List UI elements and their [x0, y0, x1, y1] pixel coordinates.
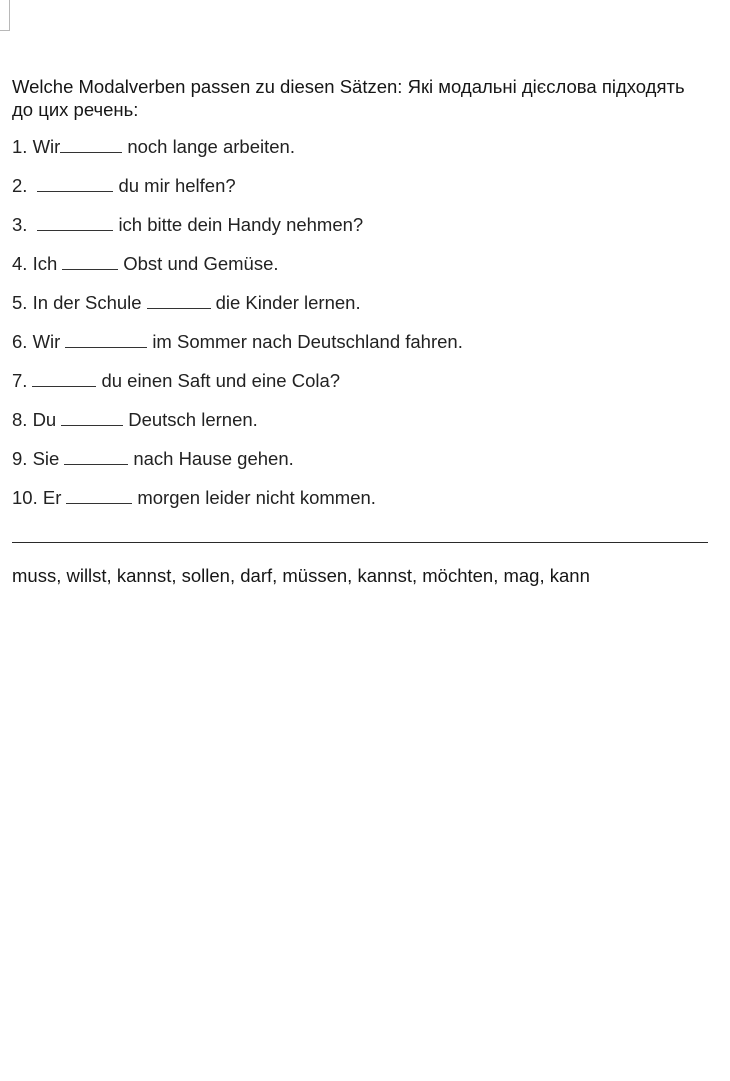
sentence-1-start: 1. Wir — [12, 136, 61, 157]
sentence-5-end: die Kinder lernen. — [215, 292, 361, 313]
sentence-5 — [12, 290, 463, 329]
sentence-7-start: 7. — [12, 370, 28, 391]
sentence-2 — [12, 173, 463, 212]
sentence-3-blank — [37, 212, 113, 231]
sentence-4 — [12, 251, 463, 290]
exercise-title-line-2: до цих речень: — [12, 99, 139, 120]
sentence-7-end: du einen Saft und eine Cola? — [101, 370, 341, 391]
sentence-2-end: du mir helfen? — [118, 175, 236, 196]
sentence-1 — [12, 134, 463, 173]
section-divider — [12, 542, 708, 543]
sentence-8-end: Deutsch lernen. — [128, 409, 258, 430]
sentence-4-blank — [62, 251, 118, 270]
sentence-3-end: ich bitte dein Handy nehmen? — [118, 214, 364, 235]
exercise-title-line-1: Welche Modalverben passen zu diesen Sätzen: Які модальні дієслова підходять — [12, 76, 685, 97]
sentence-2-blank — [37, 173, 113, 192]
sentence-6-start: 6. Wir — [12, 331, 61, 352]
sentence-8 — [12, 407, 463, 446]
sentence-10-start: 10. Er — [12, 487, 62, 508]
sentence-3-start: 3. — [12, 214, 28, 235]
sentence-9-start: 9. Sie — [12, 448, 60, 469]
sentence-8-blank — [61, 407, 123, 426]
sentence-7-blank — [32, 368, 96, 387]
sentence-5-start: 5. In der Schule — [12, 292, 142, 313]
sentence-4-end: Obst und Gemüse. — [123, 253, 279, 274]
sentence-6 — [12, 329, 463, 368]
sentence-2-start: 2. — [12, 175, 28, 196]
sentence-5-blank — [147, 290, 211, 309]
sentence-4-start: 4. Ich — [12, 253, 58, 274]
exercise-title — [12, 75, 730, 121]
sentence-9-end: nach Hause gehen. — [133, 448, 294, 469]
sentence-6-blank — [65, 329, 147, 348]
sentence-7 — [12, 368, 463, 407]
sentence-3 — [12, 212, 463, 251]
sentence-10-blank — [66, 485, 132, 504]
word-bank: muss, willst, kannst, sollen, darf, müssen, kannst, möchten, mag, kann — [12, 565, 590, 586]
sentence-list — [12, 134, 463, 524]
sentence-9 — [12, 446, 463, 485]
sentence-10 — [12, 485, 463, 524]
sentence-8-start: 8. Du — [12, 409, 57, 430]
sentence-1-blank — [60, 134, 122, 153]
sentence-1-end: noch lange arbeiten. — [127, 136, 295, 157]
sentence-6-end: im Sommer nach Deutschland fahren. — [152, 331, 463, 352]
page-corner-mark — [0, 0, 10, 31]
sentence-10-end: morgen leider nicht kommen. — [137, 487, 376, 508]
sentence-9-blank — [64, 446, 128, 465]
